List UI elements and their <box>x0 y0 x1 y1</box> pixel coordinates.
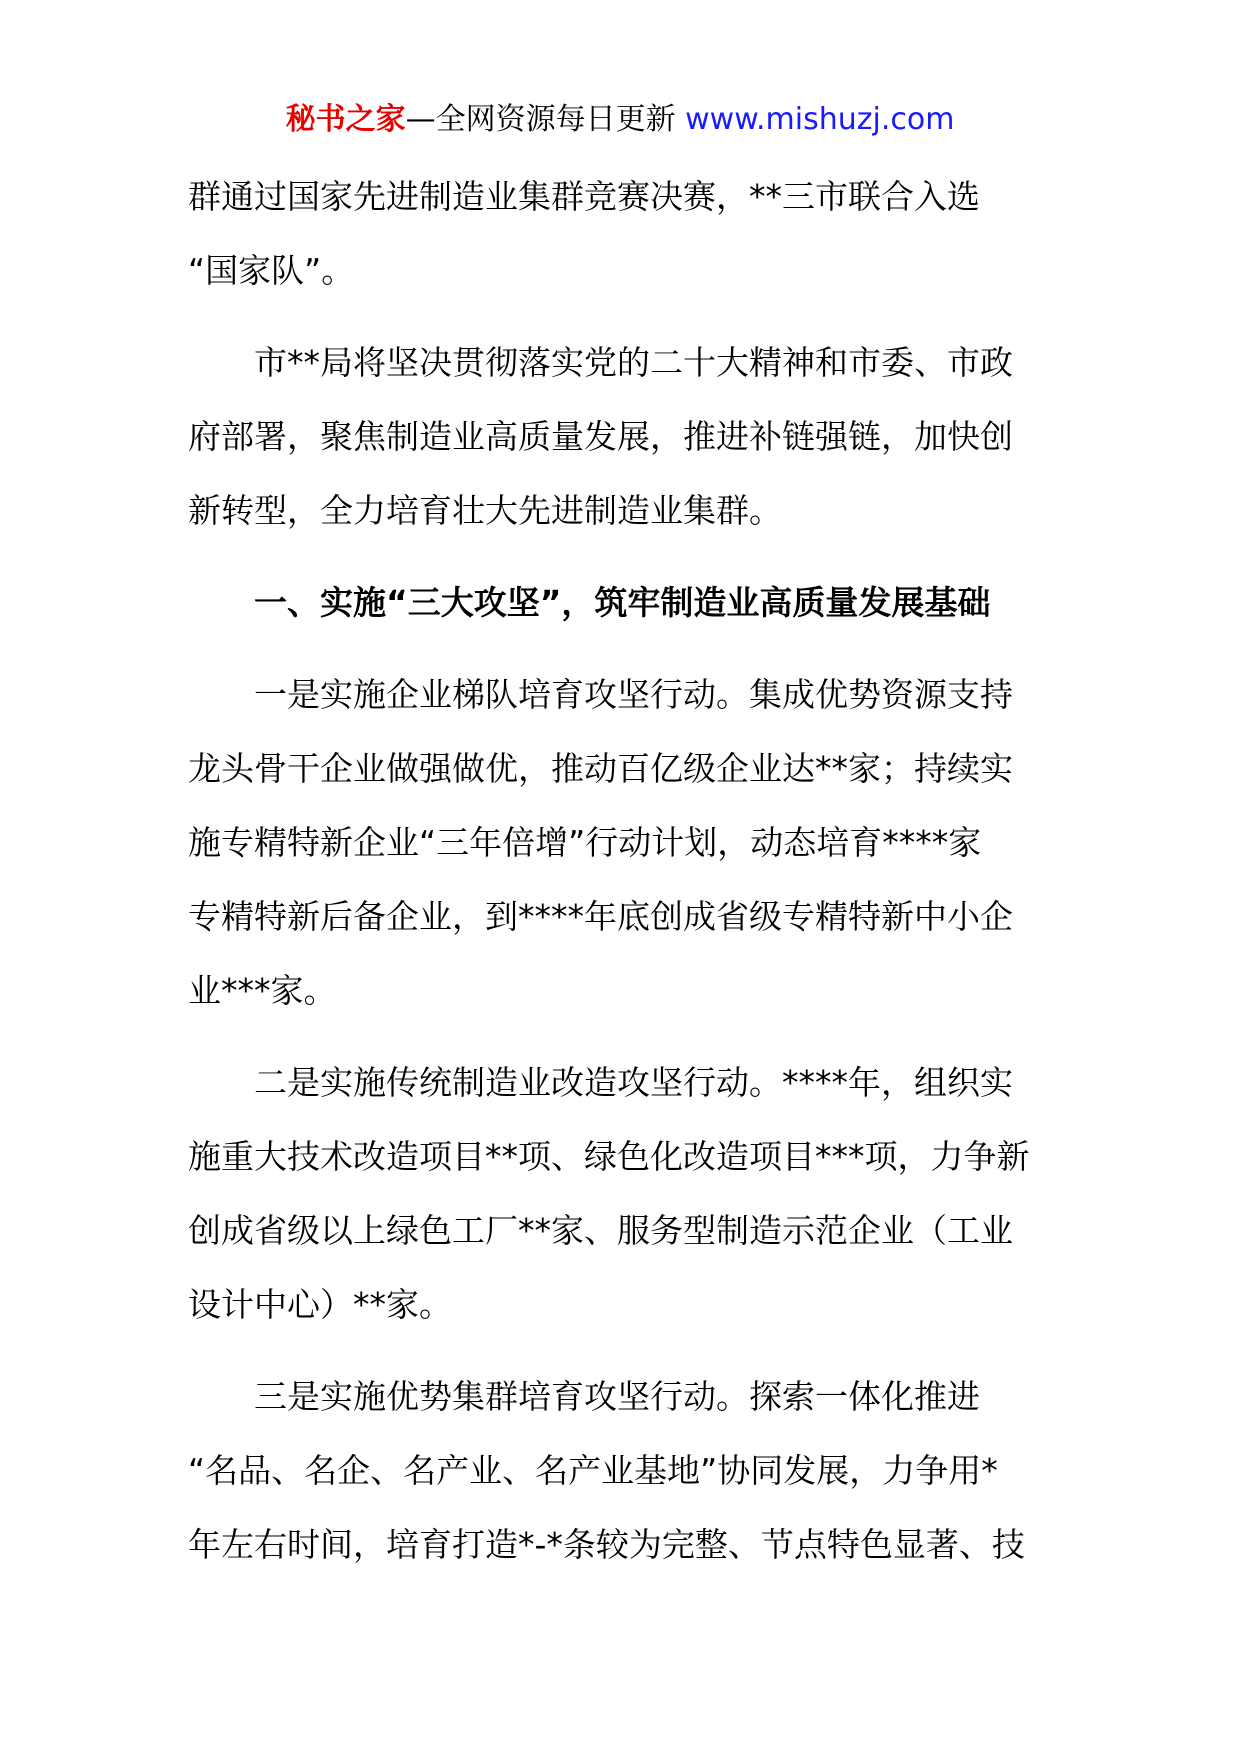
text-line: 专精特新后备企业，到****年底创成省级专精特新中小企 <box>188 897 1013 936</box>
text-line: 新转型，全力培育壮大先进制造业集群。 <box>188 491 782 530</box>
text-line: 设计中心）**家。 <box>188 1285 452 1324</box>
text-line: 一是实施企业梯队培育攻坚行动。集成优势资源支持 <box>254 675 1013 714</box>
heading-text: 一、实施“三大攻坚”，筑牢制造业高质量发展基础 <box>254 583 991 622</box>
paragraph <box>188 658 1060 1028</box>
text-line: 业***家。 <box>188 971 337 1010</box>
text-line: 三是实施优势集群培育攻坚行动。探索一体化推进 <box>254 1377 980 1416</box>
text-line: “名品、名企、名产业、名产业基地”协同发展，力争用* <box>188 1451 998 1490</box>
text-line: 群通过国家先进制造业集群竞赛决赛，**三市联合入选 <box>188 177 980 216</box>
header-tagline: —全网资源每日更新 <box>405 102 686 137</box>
text-line: 二是实施传统制造业改造攻坚行动。****年，组织实 <box>254 1063 1013 1102</box>
paragraph <box>188 326 1060 548</box>
text-line: 创成省级以上绿色工厂**家、服务型制造示范企业（工业 <box>188 1211 1013 1250</box>
text-line: 年左右时间，培育打造*-*条较为完整、节点特色显著、技 <box>188 1525 1025 1564</box>
paragraph <box>188 1360 1060 1582</box>
section-heading <box>188 566 1060 640</box>
text-line: 市**局将坚决贯彻落实党的二十大精神和市委、市政 <box>254 343 1013 382</box>
text-line: 施重大技术改造项目**项、绿色化改造项目***项，力争新 <box>188 1137 1030 1176</box>
text-line: 施专精特新企业“三年倍增”行动计划，动态培育****家 <box>188 823 982 862</box>
paragraph <box>188 1046 1060 1342</box>
document-body <box>188 160 1060 1582</box>
site-url-link[interactable]: www.mishuzj.com <box>685 102 955 137</box>
text-line: 龙头骨干企业做强做优，推动百亿级企业达**家；持续实 <box>188 749 1013 788</box>
paragraph <box>188 160 1060 308</box>
text-line: “国家队”。 <box>188 251 355 290</box>
page-header <box>0 100 1240 140</box>
brand-name: 秘书之家 <box>285 102 406 137</box>
text-line: 府部署，聚焦制造业高质量发展，推进补链强链，加快创 <box>188 417 1013 456</box>
